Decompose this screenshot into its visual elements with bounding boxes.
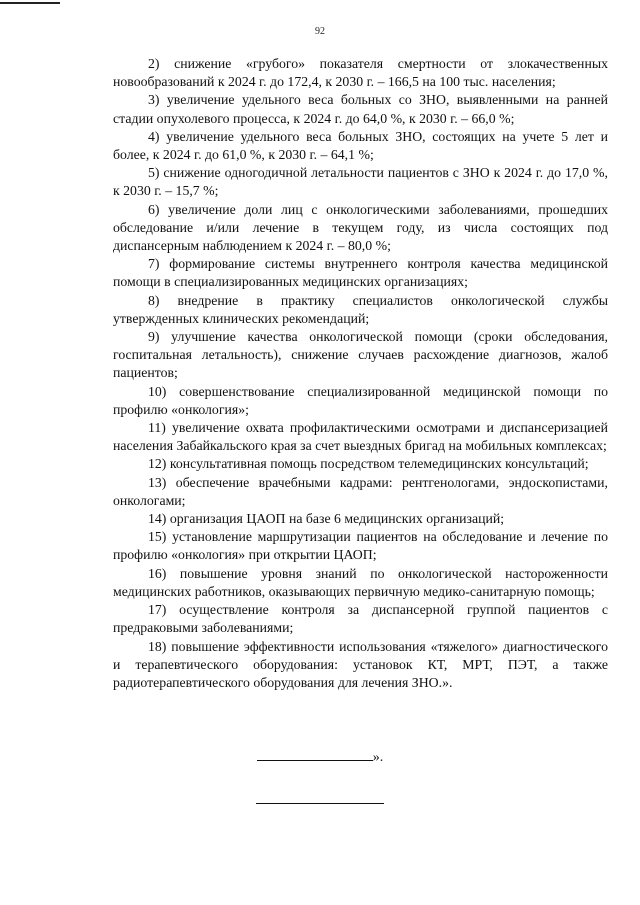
list-item: 6) увеличение доли лиц с онкологическими заболеваниями, прошедших обследование и/или лечение в текущем году, из числа состоящих под диспансерным наблюдением к 2024 г. – 80,0 %; [113, 201, 608, 254]
list-item: 5) снижение одногодичной летальности пациентов с ЗНО к 2024 г. до 17,0 %, к 2030 г. – 15,7 %; [113, 165, 608, 199]
closing-line [0, 748, 640, 766]
blank-line [257, 748, 373, 761]
list-item: 10) совершенствование специализированной медицинской помощи по профилю «онкология»; [113, 383, 608, 417]
list-item: 2) снижение «грубого» показателя смертности от злокачественных новообразований к 2024 г. до 172,4, к 2030 г. – 166,5 на 100 тыс. населения; [113, 56, 608, 90]
list-item: 13) обеспечение врачебными кадрами: рентгенологами, эндоскопистами, онкологами; [113, 474, 608, 508]
list-item: 15) установление маршрутизации пациентов на обследование и лечение по профилю «онкология» при открытии ЦАОП; [113, 529, 608, 563]
list-item: 12) консультативная помощь посредством телемедицинских консультаций; [148, 456, 589, 472]
list-item: 14) организация ЦАОП на базе 6 медицинских организаций; [148, 511, 505, 527]
page-number: 92 [315, 26, 325, 37]
closing-quote: ». [372, 750, 384, 765]
list-item: 11) увеличение охвата профилактическими осмотрами и диспансеризацией населения Забайкальского края за счет выездных бригад на мобильных комплексах; [113, 420, 608, 454]
top-rule [0, 2, 60, 4]
end-rule [0, 791, 640, 809]
list-item: 3) увеличение удельного веса больных со ЗНО, выявленными на ранней стадии опухолевого процесса, к 2024 г. до 64,0 %, к 2030 г. – 66,0 %; [113, 92, 608, 126]
list-item: 8) внедрение в практику специалистов онкологической службы утвержденных клинических рекомендаций; [113, 292, 608, 326]
list-item: 17) осуществление контроля за диспансерной группой пациентов с предраковыми заболеваниями; [113, 602, 608, 636]
list-item: 9) улучшение качества онкологической помощи (сроки обследования, госпитальная летальность), снижение случаев расхождение диагнозов, жалоб пациентов; [113, 329, 608, 381]
list-item: 4) увеличение удельного веса больных ЗНО, состоящих на учете 5 лет и более, к 2024 г. до 61,0 %, к 2030 г. – 64,1 %; [113, 128, 608, 163]
document-body [113, 55, 608, 692]
list-item: 16) повышение уровня знаний по онкологической настороженности медицинских работников, оказывающих первичную медико-санитарную помощь; [113, 565, 608, 599]
list-item: 7) формирование системы внутреннего контроля качества медицинской помощи в специализированных медицинских организациях; [113, 256, 608, 290]
end-line [256, 791, 384, 804]
list-item: 18) повышение эффективности использования «тяжелого» диагностического и терапевтического оборудования: установок КТ, МРТ, ПЭТ, а также радиотерапевтического оборудования для лечения ЗНО.». [113, 638, 608, 690]
